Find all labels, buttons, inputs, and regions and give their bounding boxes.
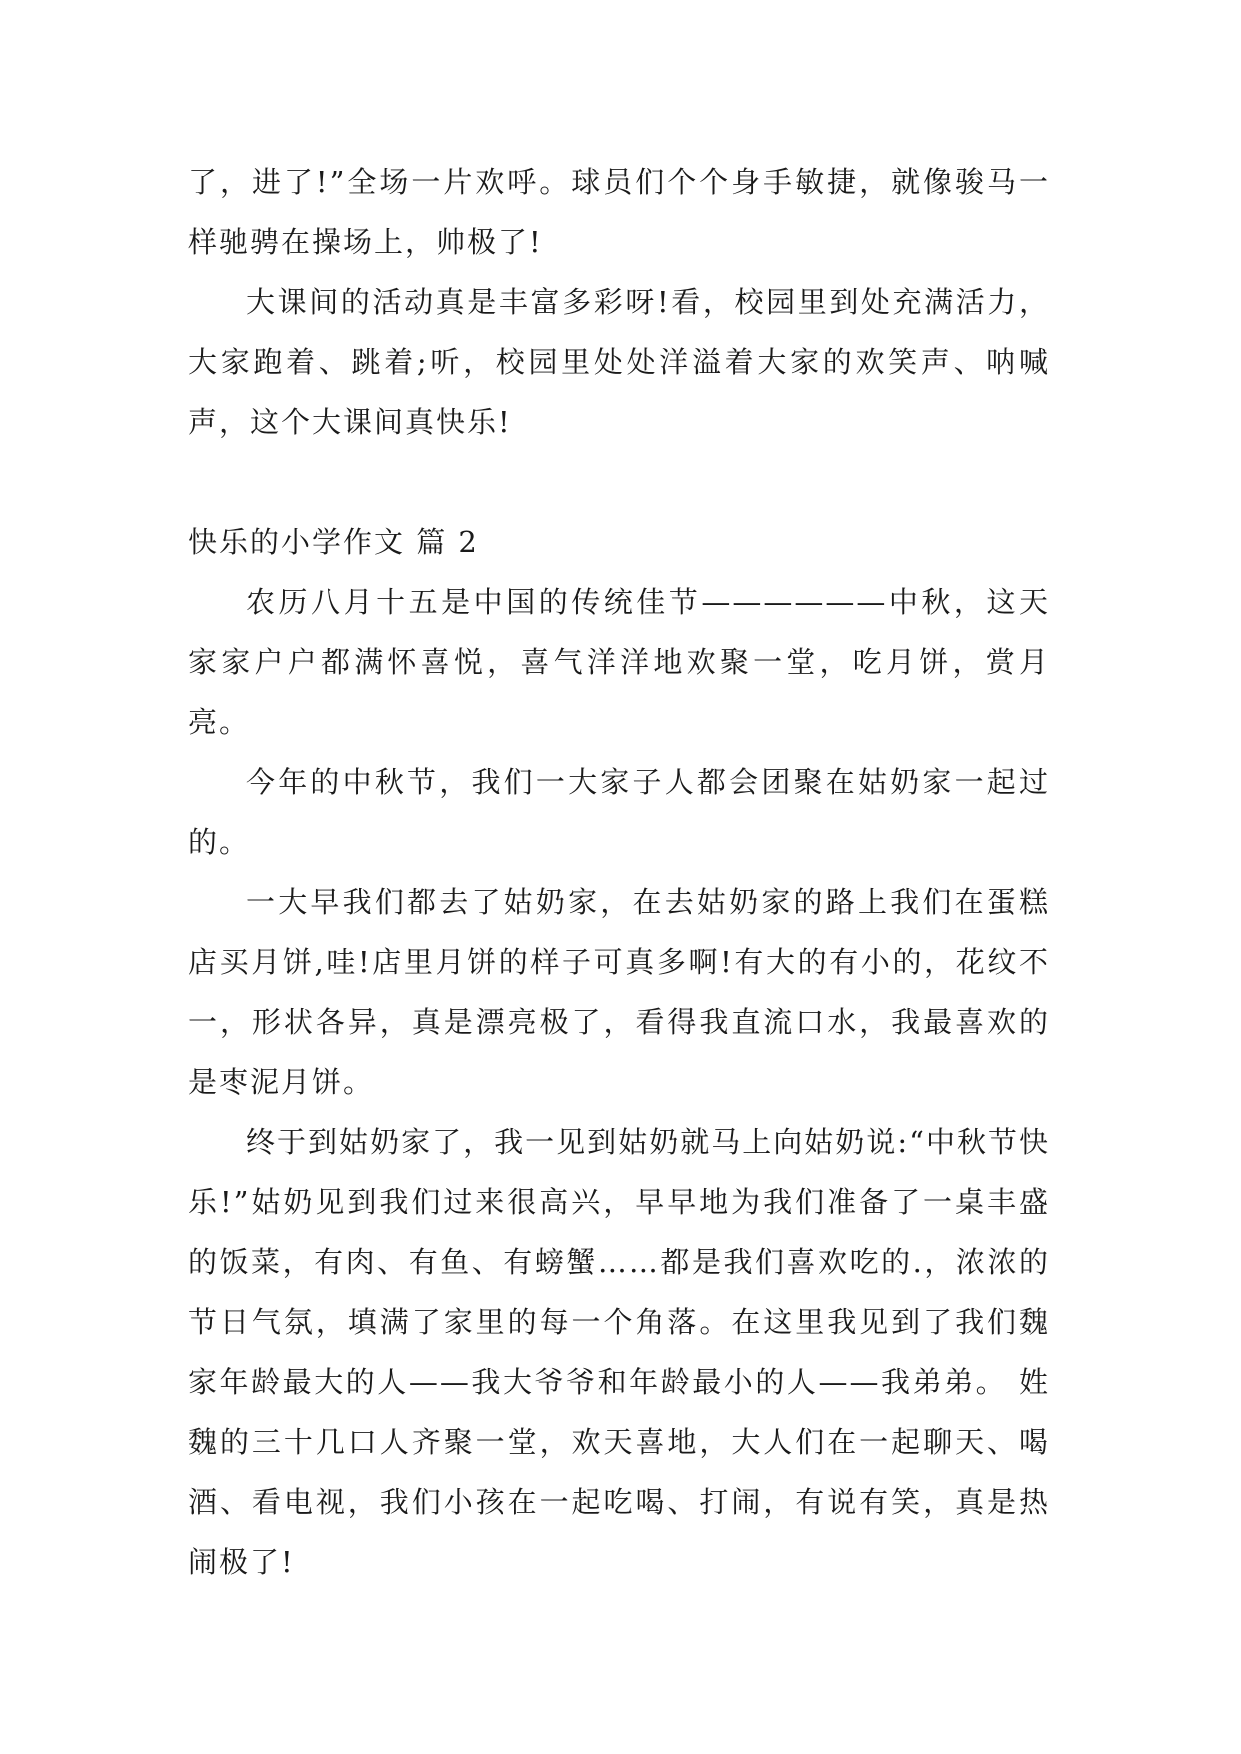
paragraph-recess-summary: 大课间的活动真是丰富多彩呀!看，校园里到处充满活力，大家跑着、跳着;听，校园里处处洋溢着大家的欢笑声、呐喊声，这个大课间真快乐! — [188, 285, 1050, 439]
paragraph-mid-autumn-intro: 农历八月十五是中国的传统佳节——————中秋，这天家家户户都满怀喜悦，喜气洋洋地欢聚一堂，吃月饼，赏月亮。 — [188, 585, 1050, 739]
paragraph-at-grandaunt-home: 终于到姑奶家了，我一见到姑奶就马上向姑奶说:“中秋节快乐!”姑奶见到我们过来很高兴，早早地为我们准备了一桌丰盛的饭菜，有肉、有鱼、有螃蟹……都是我们喜欢吃的.，浓浓的节日气氛，填满了家里的每一个角落。在这里我见到了我们魏家年龄最大的人——我大爷爷和年龄最小的人——我弟弟。 姓魏的三十几口人齐聚一堂，欢天喜地，大人们在一起聊天、喝酒、看电视，我们小孩在一起吃喝、打闹，有说有笑，真是热闹极了! — [188, 1125, 1050, 1579]
paragraph-continued: 了，进了!”全场一片欢呼。球员们个个身手敏捷，就像骏马一样驰骋在操场上，帅极了! — [188, 165, 1050, 259]
paragraph-buying-mooncakes: 一大早我们都去了姑奶家，在去姑奶家的路上我们在蛋糕店买月饼,哇!店里月饼的样子可真多啊!有大的有小的，花纹不一，形状各异，真是漂亮极了，看得我直流口水，我最喜欢的是枣泥月饼。 — [188, 885, 1050, 1099]
essay-heading: 快乐的小学作文 篇 2 — [188, 525, 479, 559]
paragraph-family-gathering: 今年的中秋节，我们一大家子人都会团聚在姑奶家一起过的。 — [188, 765, 1050, 859]
document-body — [188, 152, 1050, 1592]
